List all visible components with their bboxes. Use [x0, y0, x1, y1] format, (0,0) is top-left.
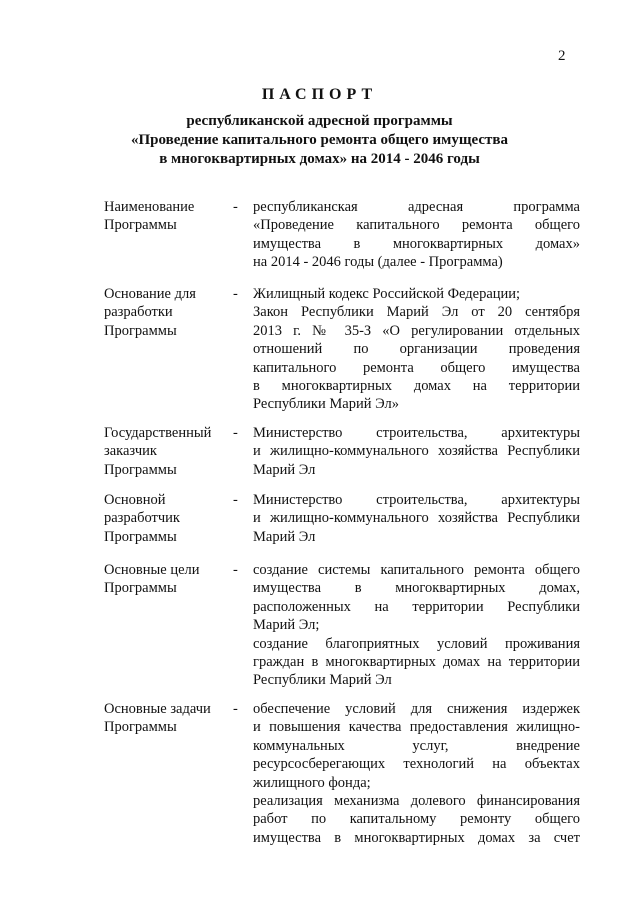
- row-label: [104, 198, 234, 235]
- row-label-line: разработки: [104, 304, 173, 321]
- row-value: [253, 285, 580, 414]
- row-label-line: Программы: [104, 528, 177, 545]
- subtitle-line: республиканской адресной программы: [186, 113, 453, 129]
- row-value-line: в многоквартирных домах на территории: [253, 378, 580, 395]
- row-value-line: имущества в многоквартирных домах,: [253, 580, 580, 597]
- row-value-line: Марий Эл;: [253, 617, 320, 634]
- row-label: [104, 700, 234, 737]
- row-value-line: имущества в многоквартирных домах»: [253, 235, 580, 252]
- row-value-line: Жилищный кодекс Российской Федерации;: [253, 286, 521, 302]
- row-dash: -: [233, 425, 238, 441]
- row-dash: -: [233, 286, 238, 302]
- subtitle-line: в многоквартирных домах» на 2014 - 2046 годы: [159, 151, 480, 167]
- row-value-line: 2013 г. № 35-З «О регулировании отдельных: [253, 322, 580, 339]
- row-label-line: Программы: [104, 461, 177, 478]
- row-value-line: Министерство строительства, архитектуры: [253, 492, 580, 508]
- row-value-line: республиканская адресная программа: [253, 199, 580, 215]
- row-value-line: коммунальных услуг, внедрение: [253, 737, 580, 754]
- row-label-line: заказчик: [104, 443, 157, 460]
- subtitle-line: «Проведение капитального ремонта общего имущества: [131, 132, 508, 148]
- row-label-line: Основные цели: [104, 562, 200, 578]
- row-label: [104, 491, 234, 546]
- row-label-line: Основные задачи: [104, 701, 211, 717]
- row-label: [104, 424, 234, 479]
- row-value-line: капитального ремонта общего имущества: [253, 359, 580, 376]
- row-value-line: и жилищно-коммунального хозяйства Республики: [253, 510, 580, 527]
- row-dash: -: [233, 199, 238, 215]
- row-value-line: на 2014 - 2046 годы (далее - Программа): [253, 254, 503, 271]
- row-label-line: Основание для: [104, 286, 196, 302]
- row-value-line: Марий Эл: [253, 461, 316, 478]
- row-value-line: создание благоприятных условий проживания: [253, 635, 580, 652]
- page-number: 2: [558, 48, 566, 64]
- row-label-line: Программы: [104, 217, 177, 234]
- row-label-line: Государственный: [104, 425, 212, 441]
- row-value-line: Министерство строительства, архитектуры: [253, 425, 580, 441]
- row-value-line: Республики Марий Эл: [253, 672, 392, 689]
- row-label: [104, 285, 234, 340]
- row-value-line: имущества в многоквартирных домах за счет: [253, 829, 580, 846]
- row-dash: -: [233, 492, 238, 508]
- row-value: [253, 561, 580, 690]
- document-title: ПАСПОРТ: [261, 86, 378, 103]
- row-value-line: и жилищно-коммунального хозяйства Республики: [253, 443, 580, 460]
- row-label-line: Программы: [104, 580, 177, 597]
- row-value-line: жилищного фонда;: [253, 774, 371, 791]
- row-label-line: Программы: [104, 719, 177, 736]
- row-value: [253, 700, 580, 847]
- row-label-line: разработчик: [104, 510, 180, 527]
- row-label-line: Наименование: [104, 199, 195, 215]
- row-dash: -: [233, 701, 238, 717]
- row-value-line: Марий Эл: [253, 528, 316, 545]
- row-value-line: работ по капитальному ремонту общего: [253, 811, 580, 828]
- row-value-line: и повышения качества предоставления жилищно-: [253, 719, 580, 736]
- row-dash: -: [233, 562, 238, 578]
- row-value-line: расположенных на территории Республики: [253, 598, 580, 615]
- row-value-line: «Проведение капитального ремонта общего: [253, 217, 580, 234]
- row-label-line: Основной: [104, 492, 166, 508]
- row-value-line: Республики Марий Эл»: [253, 396, 399, 413]
- row-value-line: Закон Республики Марий Эл от 20 сентября: [253, 304, 580, 321]
- row-value-line: отношений по организации проведения: [253, 341, 580, 358]
- document-subtitle: [0, 112, 639, 169]
- row-label: [104, 561, 234, 598]
- row-value-line: создание системы капитального ремонта общего: [253, 562, 580, 578]
- row-value-line: обеспечение условий для снижения издержек: [253, 701, 580, 717]
- row-value-line: ресурсосберегающих технологий на объектах: [253, 756, 580, 773]
- row-value-line: граждан в многоквартирных домах на территории: [253, 654, 580, 671]
- row-value: [253, 491, 580, 546]
- row-value-line: реализация механизма долевого финансирования: [253, 793, 580, 810]
- row-value: [253, 198, 580, 272]
- row-label-line: Программы: [104, 322, 177, 339]
- row-value: [253, 424, 580, 479]
